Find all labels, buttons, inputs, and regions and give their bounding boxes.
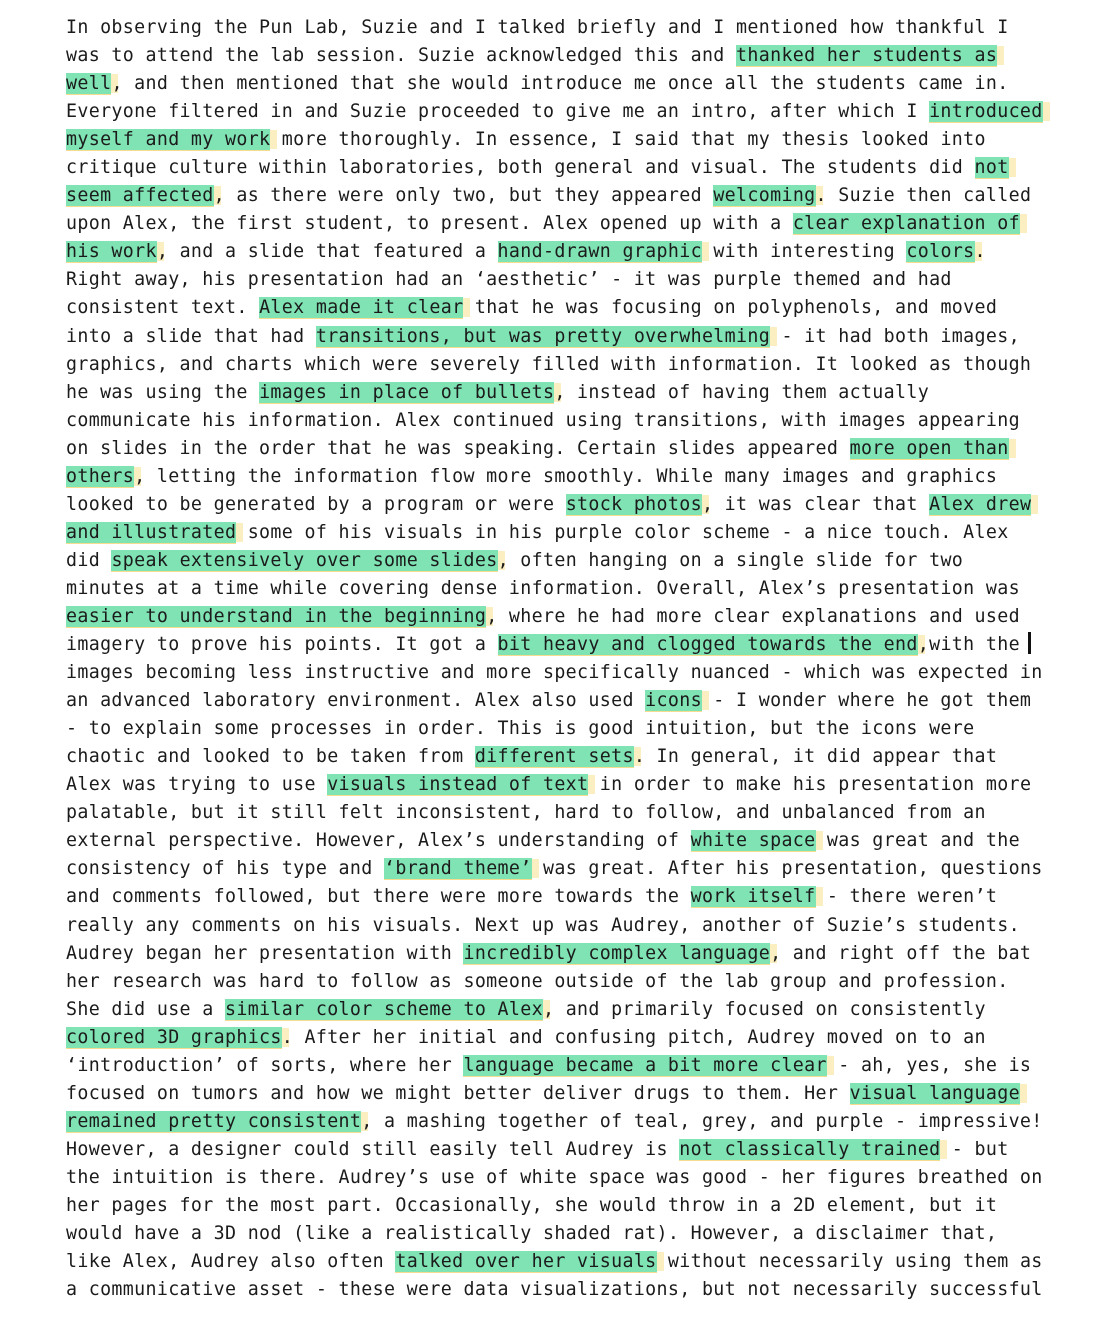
highlighted-phrase[interactable]: not (974, 157, 1009, 179)
text-run: consistency of his type and (66, 858, 384, 880)
text-line (66, 968, 1046, 996)
text-line (66, 294, 1046, 322)
text-line (66, 266, 1046, 294)
highlighted-phrase[interactable]: others (66, 465, 135, 487)
text-run: with interesting (701, 241, 907, 263)
text-run: critique culture within laboratories, both general and visual. The students did (66, 157, 975, 179)
text-run: focused on tumors and how we might better deliver drugs to them. Her (66, 1082, 850, 1104)
highlighted-phrase[interactable]: introduced (929, 101, 1043, 123)
highlighted-phrase[interactable]: remained pretty consistent (66, 1110, 362, 1132)
text-line (66, 351, 1046, 379)
text-line (66, 687, 1046, 715)
text-run: However, a designer could still easily tell Audrey is (66, 1138, 680, 1160)
text-line (66, 1024, 1046, 1052)
highlighted-phrase[interactable]: speak extensively over some slides (111, 549, 498, 571)
text-line (66, 1192, 1046, 1220)
text-run: her research was hard to follow as someone outside of the lab group and profession. (66, 970, 1009, 992)
text-run: Audrey began her presentation with (66, 942, 464, 964)
text-run: the intuition is there. Audrey’s use of white space was good - her figures breathed on (66, 1166, 1043, 1188)
highlighted-phrase[interactable]: white space (690, 830, 816, 852)
text-run: , often hanging on a single slide for two (497, 549, 964, 571)
highlighted-phrase[interactable]: not classically trained (679, 1138, 941, 1160)
text-line (66, 912, 1046, 940)
text-run: imagery to prove his points. It got a (66, 634, 498, 656)
text-run: looked to be generated by a program or were (66, 493, 566, 515)
highlighted-phrase[interactable]: myself and my work (66, 129, 271, 151)
highlighted-phrase[interactable]: ‘brand theme’ (383, 858, 532, 880)
highlighted-phrase[interactable]: visuals instead of text (327, 774, 589, 796)
text-run: , and right off the bat (770, 942, 1032, 964)
text-run: She did use a (66, 998, 225, 1020)
text-run: that he was focusing on polyphenols, and moved (463, 297, 998, 319)
text-run: , it was clear that (701, 493, 930, 515)
highlighted-phrase[interactable]: seem affected (66, 185, 214, 207)
highlighted-phrase[interactable]: colored 3D graphics (66, 1026, 282, 1048)
text-run: , letting the information flow more smoothly. While many images and graphics (134, 465, 998, 487)
text-line (66, 70, 1046, 98)
highlighted-phrase[interactable]: and illustrated (66, 521, 237, 543)
text-cursor (1028, 632, 1031, 654)
text-run: , and then mentioned that she would introduce me once all the students came in. (111, 73, 1009, 95)
text-run: ‘introduction’ of sorts, where her (66, 1054, 464, 1076)
text-run: images becoming less instructive and more specifically nuanced - which was expected in (66, 662, 1043, 684)
text-line (66, 491, 1046, 519)
text-line (66, 659, 1046, 687)
text-run: upon Alex, the first student, to present. Alex opened up with a (66, 213, 793, 235)
text-run: ,with the (917, 634, 1020, 656)
text-run: in order to make his presentation more (588, 774, 1032, 796)
highlighted-phrase[interactable]: talked over her visuals (395, 1251, 657, 1273)
highlighted-phrase[interactable]: well (66, 73, 112, 95)
text-line (66, 547, 1046, 575)
text-run: on slides in the order that he was speaking. Certain slides appeared (66, 437, 850, 459)
text-line (66, 42, 1046, 70)
text-line (66, 463, 1046, 491)
text-line (66, 14, 1046, 42)
text-run: . After her initial and confusing pitch, Audrey moved on to an (281, 1026, 986, 1048)
highlighted-phrase[interactable]: Alex made it clear (259, 297, 464, 319)
text-line (66, 1052, 1046, 1080)
highlighted-phrase[interactable]: thanked her students as (736, 45, 998, 67)
text-run: chaotic and looked to be taken from (66, 746, 475, 768)
highlighted-phrase[interactable]: stock photos (565, 493, 702, 515)
text-run: , and primarily focused on consistently (542, 998, 986, 1020)
text-line (66, 855, 1046, 883)
text-line (66, 323, 1046, 351)
highlighted-phrase[interactable]: clear explanation of (792, 213, 1020, 235)
text-line (66, 743, 1046, 771)
highlighted-phrase[interactable]: similar color scheme to Alex (225, 998, 543, 1020)
text-run: - ah, yes, she is (826, 1054, 1032, 1076)
text-run: minutes at a time while covering dense information. Overall, Alex’s presentation was (66, 577, 1020, 599)
highlighted-phrase[interactable]: welcoming (713, 185, 816, 207)
text-line (66, 1108, 1046, 1136)
highlighted-phrase[interactable]: images in place of bullets (259, 381, 555, 403)
text-line (66, 154, 1046, 182)
text-run: - to explain some processes in order. This is good intuition, but the icons were (66, 718, 975, 740)
text-run: external perspective. However, Alex’s understanding of (66, 830, 691, 852)
text-run: In observing the Pun Lab, Suzie and I talked briefly and I mentioned how thankful I (66, 17, 1009, 38)
text-line (66, 238, 1046, 266)
text-run: , as there were only two, but they appeared (213, 185, 714, 207)
text-run: was to attend the lab session. Suzie acknowledged this and (66, 45, 737, 67)
highlighted-phrase[interactable]: icons (645, 690, 702, 712)
text-run: - I wonder where he got them (701, 690, 1032, 712)
text-run: . Suzie then called (815, 185, 1032, 207)
text-line (66, 435, 1046, 463)
text-run: more thoroughly. In essence, I said that my thesis looked into (270, 129, 986, 151)
text-run: , instead of having them actually (554, 381, 930, 403)
highlighted-phrase[interactable]: easier to understand in the beginning (66, 605, 487, 627)
text-line (66, 519, 1046, 547)
text-line (66, 1136, 1046, 1164)
text-line (66, 799, 1046, 827)
text-line (66, 407, 1046, 435)
text-line (66, 1248, 1046, 1276)
text-line (66, 603, 1046, 631)
text-run: , and a slide that featured a (156, 241, 498, 263)
text-run: - but (940, 1138, 1009, 1160)
text-line (66, 575, 1046, 603)
highlighted-phrase[interactable]: more open than (849, 437, 1009, 459)
highlighted-phrase[interactable]: work itself (690, 886, 816, 908)
text-line (66, 631, 1046, 659)
text-line (66, 182, 1046, 210)
text-line (66, 883, 1046, 911)
text-line (66, 1164, 1046, 1192)
text-line (66, 210, 1046, 238)
text-run: - it had both images, (770, 325, 1020, 347)
highlighted-phrase[interactable]: different sets (474, 746, 634, 768)
text-run: graphics, and charts which were severely filled with information. It looked as though (66, 353, 1032, 375)
highlighted-phrase[interactable]: language became a bit more clear (463, 1054, 827, 1076)
text-line (66, 126, 1046, 154)
text-run: would have a 3D nod (like a realistically shaded rat). However, a disclaimer that, (66, 1223, 998, 1245)
text-line (66, 1220, 1046, 1248)
text-run: . (974, 241, 986, 263)
text-line (66, 1276, 1046, 1304)
document-body (66, 14, 1046, 1304)
highlighted-phrase[interactable]: transitions, but was pretty overwhelming (315, 325, 771, 347)
text-run: Alex was trying to use (66, 774, 328, 796)
text-run: , a mashing together of teal, grey, and purple - impressive! (361, 1110, 1043, 1132)
text-run: without necessarily using them as (656, 1251, 1043, 1273)
text-run: consistent text. (66, 297, 260, 319)
text-run: - there weren’t (815, 886, 998, 908)
text-run: Right away, his presentation had an ‘aesthetic’ - it was purple themed and had (66, 269, 952, 291)
text-run: did (66, 549, 112, 571)
text-run: was great. After his presentation, questions (531, 858, 1043, 880)
text-run: like Alex, Audrey also often (66, 1251, 396, 1273)
text-run: . In general, it did appear that (633, 746, 998, 768)
highlighted-phrase[interactable]: colors (906, 241, 975, 263)
highlighted-phrase[interactable]: visual language (849, 1082, 1020, 1104)
highlighted-phrase[interactable]: incredibly complex language (463, 942, 771, 964)
text-run: really any comments on his visuals. Next up was Audrey, another of Suzie’s students. (66, 914, 1020, 936)
text-run: her pages for the most part. Occasionally, she would throw in a 2D element, but it (66, 1194, 998, 1216)
text-run: communicate his information. Alex continued using transitions, with images appearing (66, 409, 1020, 431)
highlighted-phrase[interactable]: his work (66, 241, 157, 263)
text-line (66, 827, 1046, 855)
highlighted-phrase[interactable]: Alex drew (929, 493, 1032, 515)
text-line (66, 98, 1046, 126)
text-run: and comments followed, but there were more towards the (66, 886, 691, 908)
text-line (66, 379, 1046, 407)
highlighted-phrase[interactable]: bit heavy and clogged towards the end (497, 634, 918, 656)
text-run: a communicative asset - these were data visualizations, but not necessarily successful (66, 1279, 1043, 1301)
text-run: Everyone filtered in and Suzie proceeded to give me an intro, after which I (66, 101, 930, 123)
text-run: palatable, but it still felt inconsistent, hard to follow, and unbalanced from an (66, 802, 986, 824)
text-line (66, 940, 1046, 968)
text-line (66, 996, 1046, 1024)
text-line (66, 715, 1046, 743)
highlighted-phrase[interactable]: hand-drawn graphic (497, 241, 702, 263)
text-line (66, 1080, 1046, 1108)
text-run: some of his visuals in his purple color scheme - a nice touch. Alex (236, 521, 1009, 543)
text-run: into a slide that had (66, 325, 316, 347)
text-run: , where he had more clear explanations and used (486, 605, 1020, 627)
text-run: was great and the (815, 830, 1020, 852)
text-run: he was using the (66, 381, 260, 403)
text-run: an advanced laboratory environment. Alex also used (66, 690, 646, 712)
text-line (66, 771, 1046, 799)
